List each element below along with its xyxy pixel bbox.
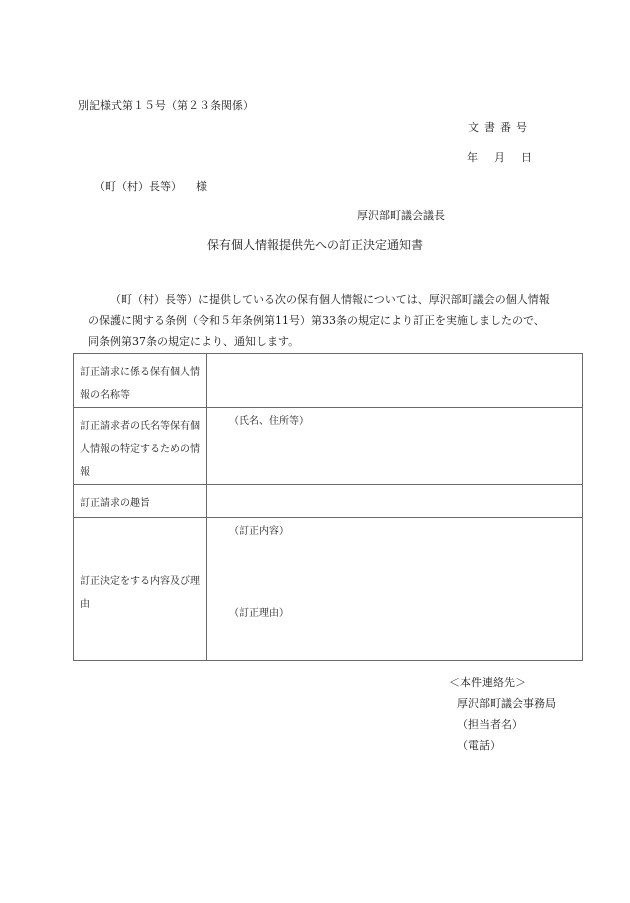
date-year: 年 — [467, 151, 478, 164]
row-value-requester: （氏名、住所等） — [207, 408, 583, 485]
form-number: 別記様式第１５号（第２３条関係） — [78, 99, 254, 112]
addressee-suffix: 様 — [196, 180, 207, 193]
table-row — [74, 354, 583, 408]
correction-reason-label: （訂正理由） — [229, 608, 289, 619]
table-row — [74, 518, 583, 661]
contact-block — [449, 672, 556, 756]
row-label-requester: 訂正請求者の氏名等保有個人情報の特定するための情報 — [74, 408, 207, 485]
row-value-info-name — [207, 354, 583, 408]
contact-person: （担当者名） — [457, 718, 523, 731]
row-value-decision — [207, 518, 583, 661]
contact-office: 厚沢部町議会事務局 — [457, 697, 556, 710]
contact-phone: （電話） — [457, 739, 501, 752]
addressee — [94, 178, 207, 194]
table-row — [74, 485, 583, 518]
row-value-purpose — [207, 485, 583, 518]
document-number-label: 文書番号 — [468, 121, 532, 134]
date-month: 月 — [494, 151, 505, 164]
details-table — [73, 353, 583, 661]
contact-heading: ＜本件連絡先＞ — [449, 676, 526, 689]
body-line-3: 同条例第37条の規定により、通知します。 — [88, 335, 300, 348]
row-label-decision: 訂正決定をする内容及び理由 — [74, 518, 207, 661]
body-line-1: （町（村）長等）に提供している次の保有個人情報については、厚沢部町議会の個人情報 — [110, 293, 550, 306]
body-line-2: の保護に関する条例（令和５年条例第11号）第33条の規定により訂正を実施しましたので、 — [88, 314, 545, 327]
row-label-purpose: 訂正請求の趣旨 — [74, 485, 207, 518]
row-label-info-name: 訂正請求に係る保有個人情報の名称等 — [74, 354, 207, 408]
date-day: 日 — [521, 151, 532, 164]
sender: 厚沢部町議会議長 — [357, 209, 445, 222]
notice-body — [88, 289, 558, 352]
correction-content-label: （訂正内容） — [229, 526, 289, 537]
addressee-name: （町（村）長等） — [94, 180, 182, 193]
table-row — [74, 408, 583, 485]
date-line — [467, 149, 532, 165]
document-title: 保有個人情報提供先への訂正決定通知書 — [206, 238, 423, 252]
